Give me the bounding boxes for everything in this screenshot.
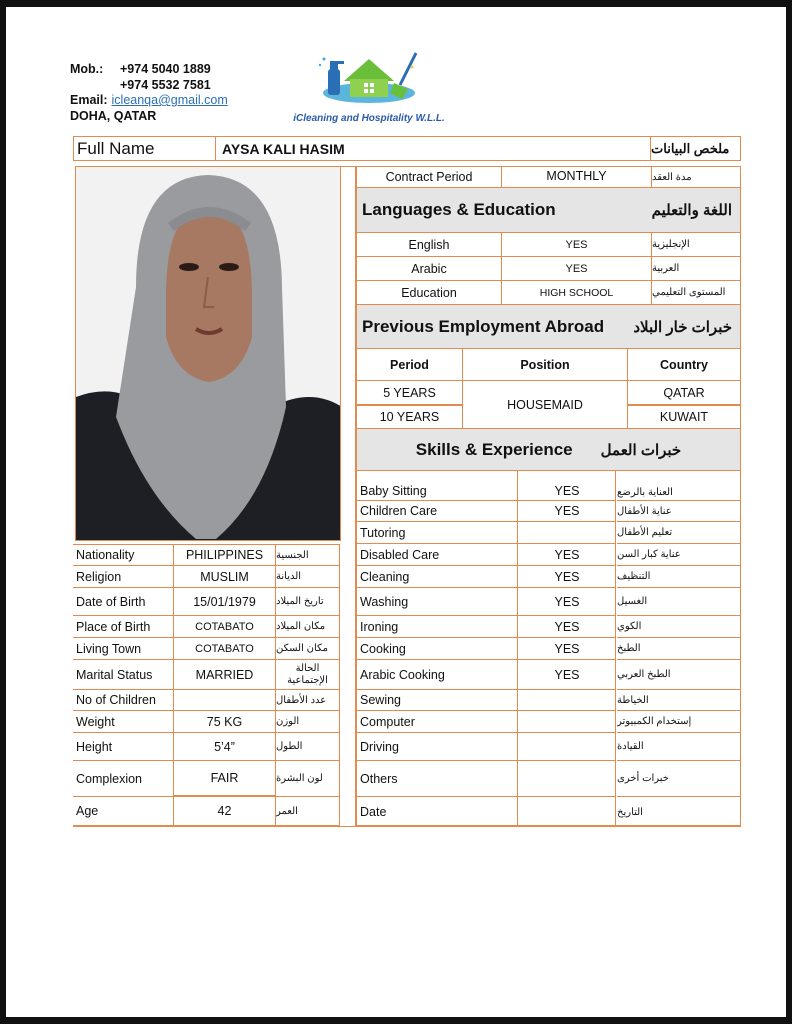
tutoring-value [518, 522, 616, 544]
employment-period-2: 10 YEARS [356, 406, 463, 429]
computer-arabic: إستخدام الكمبيوتر [617, 711, 740, 733]
pob-value: COTABATO [173, 616, 276, 638]
contract-label: Contract Period [356, 166, 502, 188]
computer-value [518, 711, 616, 733]
height-value: 5’4” [173, 733, 276, 761]
employment-title-arabic: خبرات خار البلاد [633, 318, 732, 336]
english-arabic: الإنجليزية [652, 233, 741, 257]
baby-sitting-value: YES [518, 471, 616, 501]
ironing-value: YES [518, 616, 616, 638]
education-value: HIGH SCHOOL [502, 281, 652, 305]
religion-arabic: الديانة [276, 566, 340, 588]
disabled-care-arabic: عناية كبار السن [617, 544, 740, 566]
col-position: Position [463, 349, 628, 381]
pob-label: Place of Birth [73, 616, 173, 638]
employment-period-1: 5 YEARS [356, 381, 463, 406]
cleaning-value: YES [518, 566, 616, 588]
company-logo [284, 47, 454, 127]
arabic-arabic: العربية [652, 257, 741, 281]
others-arabic: خبرات أخرى [617, 761, 740, 797]
house-cleaning-icon [284, 47, 454, 113]
dob-value: 15/01/1979 [173, 588, 276, 616]
sewing-value [518, 690, 616, 711]
height-label: Height [73, 733, 173, 761]
date-arabic: التاريخ [617, 806, 643, 818]
height-arabic: الطول [276, 733, 340, 761]
pob-arabic: مكان الميلاد [276, 616, 340, 638]
living-town-value: COTABATO [173, 638, 276, 660]
children-care-value: YES [518, 501, 616, 522]
living-town-label: Living Town [73, 638, 173, 660]
portrait-image [76, 167, 341, 541]
complexion-value: FAIR [173, 761, 276, 797]
col-period: Period [356, 349, 463, 381]
date-value [518, 797, 616, 827]
living-town-arabic: مكان السكن [276, 638, 340, 660]
religion-label: Religion [73, 566, 173, 588]
driving-value [518, 733, 616, 761]
mob-label: Mob.: [70, 62, 104, 76]
english-value: YES [502, 233, 652, 257]
marital-status-value: MARRIED [173, 660, 276, 690]
contract-value: MONTHLY [502, 166, 652, 188]
age-label: Age [73, 797, 173, 827]
email-link[interactable]: icleanqa@gmail.com [111, 93, 228, 107]
sewing-label: Sewing [357, 690, 517, 711]
phone-1: +974 5040 1889 [120, 62, 211, 76]
contact-block [70, 62, 228, 124]
languages-header [356, 188, 741, 233]
dob-label: Date of Birth [73, 588, 173, 616]
nationality-label: Nationality [73, 544, 173, 566]
skills-title: Skills & Experience [415, 439, 573, 459]
education-label: Education [356, 281, 502, 305]
cv-page [6, 7, 786, 1017]
weight-arabic: الوزن [276, 711, 340, 733]
cooking-label: Cooking [357, 638, 517, 660]
age-value: 42 [173, 797, 276, 827]
weight-label: Weight [73, 711, 173, 733]
children-care-arabic: عناية الأطفال [617, 501, 740, 522]
others-label: Others [357, 761, 517, 797]
washing-label: Washing [357, 588, 517, 616]
full-name-value: AYSA KALI HASIM [216, 136, 650, 161]
ironing-arabic: الكوي [617, 616, 740, 638]
languages-title-arabic: اللغة والتعليم [651, 202, 732, 219]
arabic-label: Arabic [356, 257, 502, 281]
washing-arabic: الغسيل [617, 588, 740, 616]
tutoring-arabic: تعليم الأطفال [617, 522, 740, 544]
complexion-label: Complexion [73, 761, 173, 797]
column-divider [340, 166, 356, 827]
children-label: No of Children [73, 690, 173, 711]
full-name-label: Full Name [73, 136, 216, 161]
children-care-label: Children Care [357, 501, 517, 522]
full-name-arabic: ملخص البيانات [650, 136, 741, 161]
children-value [173, 690, 276, 711]
company-name: iCleaning and Hospitality W.L.L. [293, 113, 445, 124]
col-country: Country [628, 349, 741, 381]
cooking-value: YES [518, 638, 616, 660]
baby-sitting-arabic: العناية بالرضع [617, 471, 740, 501]
employment-header [356, 305, 741, 349]
email-label: Email: [70, 93, 108, 107]
english-label: English [356, 233, 502, 257]
dob-arabic: تاريخ الميلاد [276, 588, 340, 616]
nationality-arabic: الجنسية [276, 544, 340, 566]
arabic-cooking-label: Arabic Cooking [357, 660, 517, 690]
arabic-value: YES [502, 257, 652, 281]
driving-label: Driving [357, 733, 517, 761]
disabled-care-value: YES [518, 544, 616, 566]
cleaning-arabic: التنظيف [617, 566, 740, 588]
nationality-value: PHILIPPINES [173, 544, 276, 566]
weight-value: 75 KG [173, 711, 276, 733]
employment-position: HOUSEMAID [463, 381, 628, 429]
others-value [518, 761, 616, 797]
employment-country-2: KUWAIT [628, 406, 741, 429]
employment-country-1: QATAR [628, 381, 741, 406]
driving-arabic: القيادة [617, 733, 740, 761]
skills-title-arabic: خبرات العمل [600, 441, 682, 459]
languages-title: Languages & Education [362, 200, 556, 219]
arabic-cooking-arabic: الطبخ العربي [617, 660, 740, 690]
cleaning-label: Cleaning [357, 566, 517, 588]
children-arabic: عدد الأطفال [276, 690, 340, 711]
cooking-arabic: الطبخ [617, 638, 740, 660]
contract-arabic: مدة العقد [652, 166, 741, 188]
arabic-cooking-value: YES [518, 660, 616, 690]
phone-2: +974 5532 7581 [120, 77, 211, 92]
religion-value: MUSLIM [173, 566, 276, 588]
marital-status-label: Marital Status [73, 660, 173, 690]
complexion-arabic: لون البشرة [276, 761, 340, 797]
ironing-label: Ironing [357, 616, 517, 638]
age-arabic: العمر [276, 797, 340, 827]
candidate-photo [75, 166, 341, 541]
date-label: Date [360, 805, 387, 819]
marital-status-arabic: الحالة الإجتماعية [276, 660, 340, 690]
education-arabic: المستوى التعليمي [652, 281, 741, 305]
location: DOHA, QATAR [70, 108, 157, 123]
washing-value: YES [518, 588, 616, 616]
computer-label: Computer [357, 711, 517, 733]
disabled-care-label: Disabled Care [357, 544, 517, 566]
tutoring-label: Tutoring [357, 522, 517, 544]
employment-title: Previous Employment Abroad [362, 316, 605, 336]
skills-header [356, 429, 741, 471]
sewing-arabic: الخياطة [617, 690, 740, 711]
baby-sitting-label: Baby Sitting [357, 471, 517, 501]
